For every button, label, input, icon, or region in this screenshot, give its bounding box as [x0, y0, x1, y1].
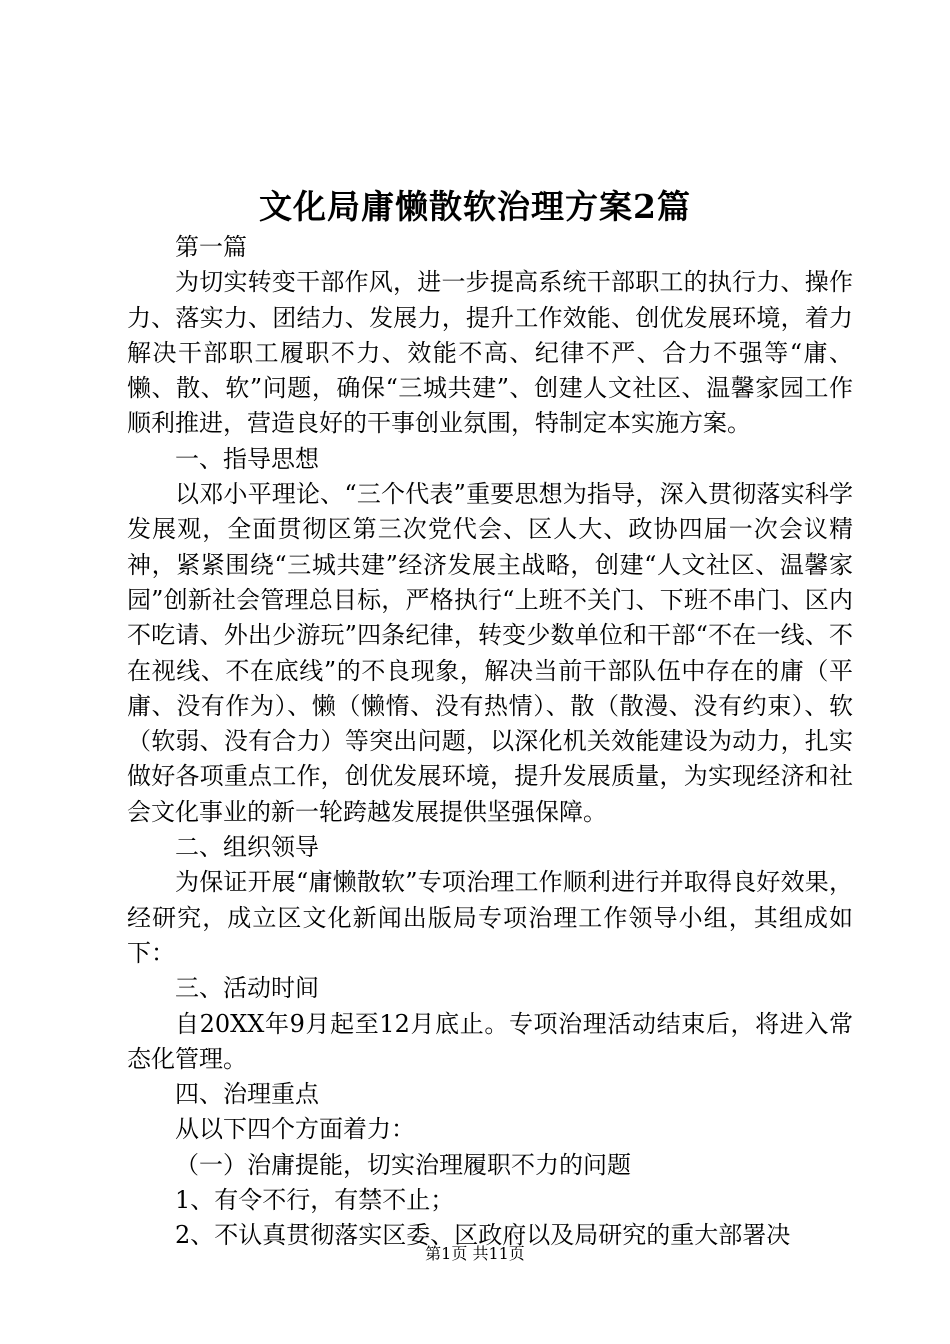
list-item-2: 2、不认真贯彻落实区委、区政府以及局研究的重大部署决 — [175, 1221, 791, 1250]
paragraph-guiding-ideology: 以邓小平理论、“三个代表”重要思想为指导，深入贯彻落实科学发展观，全面贯彻区第三次党代会、区人大、政协四届一次会议精神，紧紧围绕“三城共建”经济发展主战略，创建“人文社区、温馨家园”创新社会管理总目标，严格执行“上班不关门、下班不串门、区内不吃请、外出少游玩”四条纪律，转变少数单位和干部“不在一线、不在视线、不在底线”的不良现象，解决当前干部队伍中存在的庸（平庸、没有作为）、懒（懒惰、没有热情）、散（散漫、没有约束）、软（软弱、没有合力）等突出问题，以深化机关效能建设为动力，扎实做好各项重点工作，创优发展环境，提升发展质量，为实现经济和社会文化事业的新一轮跨越发展提供坚强保障。 — [127, 480, 853, 826]
page-footer: 第1页 共11页 — [425, 1244, 525, 1263]
document-title: 文化局庸懒散软治理方案2篇 — [259, 187, 691, 226]
paragraph-section-label: 第一篇 — [175, 233, 247, 261]
heading-guiding-ideology: 一、指导思想 — [175, 444, 319, 473]
document-body — [127, 230, 853, 1254]
heading-key-points: 四、治理重点 — [175, 1080, 319, 1109]
paragraph-intro: 为切实转变干部作风，进一步提高系统干部职工的执行力、操作力、落实力、团结力、发展力，提升工作效能、创优发展环境，着力解决干部职工履职不力、效能不高、纪律不严、合力不强等“庸、懒、散、软”问题，确保“三城共建”、创建人文社区、温馨家园工作顺利推进，营造良好的干事创业氛围，特制定本实施方案。 — [127, 268, 853, 438]
paragraph-activity-time: 自20XX年9月起至12月底止。专项治理活动结束后，将进入常态化管理。 — [127, 1009, 853, 1073]
subheading-point-one: （一）治庸提能，切实治理履职不力的问题 — [175, 1150, 631, 1179]
paragraph-key-points-intro: 从以下四个方面着力： — [175, 1115, 415, 1144]
heading-organization: 二、组织领导 — [175, 833, 319, 862]
heading-activity-time: 三、活动时间 — [175, 974, 319, 1003]
paragraph-organization: 为保证开展“庸懒散软”专项治理工作顺利进行并取得良好效果，经研究，成立区文化新闻出版局专项治理工作领导小组，其组成如下： — [127, 868, 853, 967]
list-item-1: 1、有令不行，有禁不止； — [175, 1186, 455, 1215]
